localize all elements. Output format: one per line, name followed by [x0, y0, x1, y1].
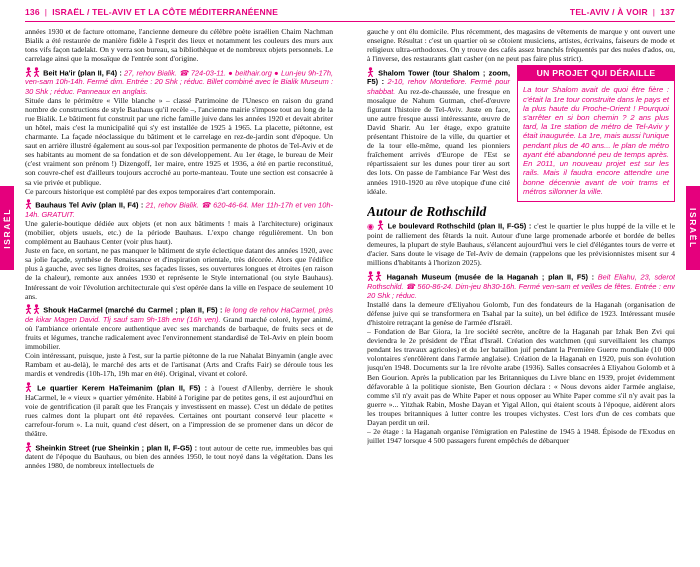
entry-boulevard-rothschild — [367, 220, 675, 267]
feature-box-title: UN PROJET QUI DÉRAILLE — [518, 66, 674, 81]
entry-description: Située dans le périmètre « Ville blanche » – classé Patrimoine de l'Unesco en raison du grand nombre de constructions de style Bauhaus qu'il recèle –, l'ancienne mairie s'impose tout au long de la rue Bialik. Le bâtiment fut construit par une riche famille juive dans les années 1920 et devait abriter un hôtel, mais c'est la municipalité qui s'y est installée de 1925 à 1965. La placette, piétonne, est charmante. La façade néoclassique du bâtiment et le carrelage en rez-de-jardin sont d'époque. Un saut en arrière illustré également au sous-sol par l'exposition permanente de photos de Tel-Aviv et de ses habitants au moment de sa fondation et de son développement. Au 1er étage, le bureau de Meir (c'est vraiment son prénom !) Dizengoff, 1er maire, entre 1925 et 1936, a été en partie reconstitué, son couvre-chef est d'ailleurs toujours accroché au porte-manteau. Toute une section est consacrée à sa vie privée et publique. — [25, 95, 333, 187]
entry-title: Sheinkin Street (rue Sheinkin ; plan II, F-G5) : — [35, 443, 198, 453]
entry-description-inline: Au rez-de-chaussée, une fresque en mosaïque de Nahum Gutman, chef-d'œuvre figurant l'histoire de Tel-Aviv. Juste en face, une autre fresque aussi intéressante, œuvre de David Sharir. Au 1er étage, expo gratuite présentant l'histoire de la ville, du quartier et de la tour elle-même, quand les pionniers fraîchement arrivés d'Europe de l'Est se répartissaient sur les dunes pour tirer au sort des lots. On passe de l'ambiance Far West des années 1910-1920 au rêve utopique d'une cité idéale. — [367, 86, 511, 196]
right-edge-tab-israel — [686, 186, 700, 270]
feature-box-body: La tour Shalom avait de quoi être fière : c'était la 1re tour construite dans le pays et la plus haute du Proche-Orient ! Pourquoi s'arrêter en si bon chemin ? 2 ans plus tard, la 1re station de métro de Tel-Aviv y était inaugurée. La 1re, mais aussi l'unique pendant plus de 40 ans... le plan de métro ayant été abandonné peu de temps après. En 2011, un nouveau projet est sur les rails. Mais il faudra encore attendre une bonne décennie avant de voir trams et métros sillonner la ville. — [523, 85, 669, 196]
entry-description: – Fondation de Bar Giora, la 1re société secrète, ancêtre de la Haganah par Izhak Ben Zvi qui deviendra le 2e président de l'État d'Israël. Création des watchmen (qui surveillaient les champs pendant les travaux agricoles) et du 1er bataillon juif pendant la Première Guerre mondiale (10 000 volontaires s'enrôlèrent dans l'armée anglaise). Création de la Haganah en 1920, puis son évolution jusqu'en 1948. Documents sur la 1re révolte arabe (1936). Salles consacrées à Eliyahou Golomb et à Ben Gourion. Après la publication par les Britanniques du Livre blanc en 1939, projet évidemment défavorable à la politique sioniste, Ben Gourion déclara : « Nous devons aider l'armée anglaise, comme s'il n'y avait pas de White Paper et nous opposer au White Paper comme s'il n'y avait pas la guerre »... Yitzhak Rabin, Moshe Dayan et Yigal Allon, qui étaient scouts à l'époque, aidèrent alors les troupes britanniques à lutter contre les troupes vichystes. C'est lors d'un de ces combats que Dayan perdit un œil. — [367, 327, 675, 427]
intro-paragraph: années 1930 et de facture ottomane, l'ancienne demeure du célèbre poète israélien Chaim Nachman Bialik a été restaurée de manière fidèle à l'esprit des lieux et notamment les couleurs des murs aux tons vifs façon tadelakt. On y verra son bureau, sa bibliothèque et de nombreux objets personnels. Le carrelage ainsi que la mosaïque de l'entrée sont d'origine. — [25, 27, 333, 64]
entry-bauhaus-tel-aviv — [25, 199, 333, 219]
entry-description: Installé dans la demeure d'Eliyahou Golomb, l'un des fondateurs de la Haganah (organisation de défense juive qui se transformera en Tsahal par la suite), un bel édifice de 1923. Intéressant musée d'histoire retraçant la genèse de l'armée d'Israël. — [367, 299, 675, 327]
routard-rating — [25, 306, 41, 315]
entry-description-inline: c'est le quartier le plus huppé de la ville et le point de ralliement des fêtards la nuit. Autour d'une large promenade arborée et bordée de belles demeures, la plupart de style Bauhaus, s'élancent aujourd'hui vers le ciel d'élégantes tours de verre et d'acier. Sans doute le visage de Tel-Aviv de demain (rappelons que les prévisionnistes misent sur 4 millions d'habitants à l'horizon 2025). — [367, 221, 675, 268]
entry-title: Bauhaus Tel Aviv (plan II, F4) : — [35, 200, 144, 210]
right-page-column — [367, 27, 675, 562]
entry-description-inline: tout autour de cette rue, immeubles bas qui datent de l'époque du Bauhaus, ou bien des années 1950, le tout noyé dans la végétation. Dans les années 1980, de nombreux intellectuels de — [25, 443, 333, 471]
continuation-paragraph: gauche y ont élu domicile. Plus récemment, des magasins de vêtements de marque y ont ouvert une enseigne. Résultat : c'est un quartier où se côtoient musiciens, artistes, écrivains, faiseurs de mode et religieux ultra-orthodoxes. On y trouve des cafés assez branchés fréquentés par des nuées d'ados, ou, à l'inverse, des restaurants glatt casher (on ne peut pas faire plus strict). — [367, 27, 675, 64]
entry-practical-info: 2-10, rehov Montefiore. Fermé pour shabbat. — [367, 77, 510, 96]
routard-rating — [25, 383, 33, 392]
section-heading-autour-de-rothschild: Autour de Rothschild — [367, 203, 487, 219]
right-running-title: TEL-AVIV / À VOIR — [569, 7, 648, 17]
entry-practical-info: 21, rehov Bialik. ☎ 620-46-64. Mer 11h-17h et ven 10h-14h. GRATUIT. — [25, 200, 333, 219]
routard-icon — [25, 67, 32, 77]
entry-description-inline: à l'ouest d'Allenby, derrière le shouk HaCarmel, le « vieux » quartier yéménite. Habité à l'origine par de petites gens, il est aujourd'hui en voie de gentrification (il paraît que les Français y investissent en masse). C'est un dédale de petites rues calmes dont la plupart ont été repavées. Certaines ont pourtant conservé leur placette « carrefour-forum ». La nuit, quand c'est désert, on a l'impression de se promener dans un décor de théâtre. — [25, 383, 333, 438]
entry-description: Juste en face, en sortant, ne pas manquer le bâtiment de style éclectique datant des années 1920, avec sa jolie façade, synthèse de Renaissance et d'inspiration orientale, très décorée. Alors que l'édifice plus à gauche, avec ses lignes droites, ses façades lisses, ses ouvertures longues et étroites (en raison de la chaleur), remonte aux années 1930 et représente le Style international (ou style Bauhaus). Intéressant de voir l'évolution architecturale qui s'est opérée dans la ville en l'espace de seulement 10 ans. — [25, 246, 333, 301]
entry-practical-info: le long de rehov HaCarmel, près de kikar Magen David. Tlj sauf sam 9h-18h env (16h ven). — [25, 305, 333, 324]
routard-icon — [33, 304, 40, 314]
tab-label: ISRAËL — [2, 207, 12, 249]
routard-icon — [367, 67, 374, 77]
routard-rating — [25, 443, 33, 452]
routard-icon — [367, 271, 374, 281]
entry-title: Shouk HaCarmel (marché du Carmel ; plan II, F5) : — [43, 305, 223, 315]
right-running-head — [570, 7, 675, 17]
routard-rating — [367, 68, 375, 77]
entry-title: Haganah Museum (musée de la Haganah ; plan II, F5) : — [386, 272, 595, 282]
entry-beit-hair — [25, 67, 333, 96]
header-rule — [25, 21, 675, 22]
entry-title: Beit Ha'ir (plan II, F4) : — [43, 68, 122, 78]
left-running-title: ISRAËL / TEL-AVIV ET LA CÔTE MÉDITERRANÉENNE — [52, 7, 279, 17]
tab-label: ISRAËL — [688, 207, 698, 249]
left-page-number: 136 — [25, 7, 40, 17]
routard-icon — [377, 220, 384, 230]
entry-kerem-hateimanim — [25, 382, 333, 438]
fisheye-icon: ◉ — [367, 222, 375, 231]
entry-description: Coin intéressant, puisque, juste à l'est, sur la partie piétonne de la rue Nahalat Binyamin (angle avec Rambam et au-delà), le marché des arts et de l'artisanat (Arts and Crafts Fair) se déroule tous les mardis et vendredis (10h-17h, 19h mar en été). Original, vivant et coloré. — [25, 351, 333, 379]
routard-rating — [367, 272, 383, 281]
routard-rating — [377, 222, 385, 231]
header-separator: | — [652, 7, 656, 17]
entry-practical-info: Beit Eliahu, 23, sderot Rothschild. ☎ 560-86-24. Dim-jeu 8h30-16h. Fermé ven-sam et veilles de fêtes. Entrée : env 20 Shk ; réduc. — [367, 272, 675, 300]
entry-practical-info: 27, rehov Bialik. ☎ 724-03-11. ● beithair.org ● Lun-jeu 9h-17h, ven-sam 10h-14h. Fermé dim. Entrée : 20 Shk ; réduc. Billet combiné avec le Bialik Museum : 30 Shk ; réduc. Panneaux en anglais. — [25, 68, 333, 96]
entry-shouk-hacarmel — [25, 304, 333, 351]
entry-title: Shalom Tower (tour Shalom ; zoom, F5) : — [367, 68, 510, 87]
routard-rating — [25, 68, 41, 77]
left-edge-tab-israel — [0, 186, 14, 270]
entry-haganah-museum — [367, 271, 675, 300]
entry-title: Le quartier Kerem HaTeimanim (plan II, F5) : — [37, 383, 208, 393]
entry-sheinkin-street — [25, 442, 333, 471]
right-page-number: 137 — [660, 7, 675, 17]
left-page-column — [25, 27, 333, 562]
entry-title: Le boulevard Rothschild (plan II, F-G5) : — [387, 221, 532, 231]
left-running-head — [25, 7, 278, 17]
entry-description: – 2e étage : la Haganah organise l'émigration en Palestine de 1945 à 1948. Épisode de l'Exodus en juillet 1947 lorsque 4 500 passagers furent empêchés de débarquer — [367, 427, 675, 446]
feature-box-un-projet-qui-deraille — [517, 65, 675, 202]
routard-icon — [33, 67, 40, 77]
entry-description: Une galerie-boutique dédiée aux objets (et non aux bâtiments ! mais à l'architecture) originaux (mobilier, objets usuels, etc.) de la période Bauhaus. L'expo change régulièrement. Un bon complément au Bauhaus Center (voir plus haut). — [25, 218, 333, 247]
routard-icon — [25, 382, 32, 392]
routard-icon — [25, 199, 32, 209]
entry-description-inline: Grand marché coloré, hyper animé, où l'ambiance orientale encore authentique avec ses marchands de barbaque, de fruits secs et de fruits et légumes, tranche radicalement avec l'environnement standardisé de Tel-Aviv en plein boom immobilier. — [25, 314, 333, 352]
routard-icon — [25, 304, 32, 314]
routard-icon — [375, 271, 382, 281]
header-separator: | — [44, 7, 48, 17]
running-head — [25, 7, 675, 17]
routard-icon — [25, 442, 32, 452]
entry-description: Ce parcours historique est complété par des expos temporaires d'art contemporain. — [25, 186, 276, 196]
routard-rating — [25, 201, 33, 210]
